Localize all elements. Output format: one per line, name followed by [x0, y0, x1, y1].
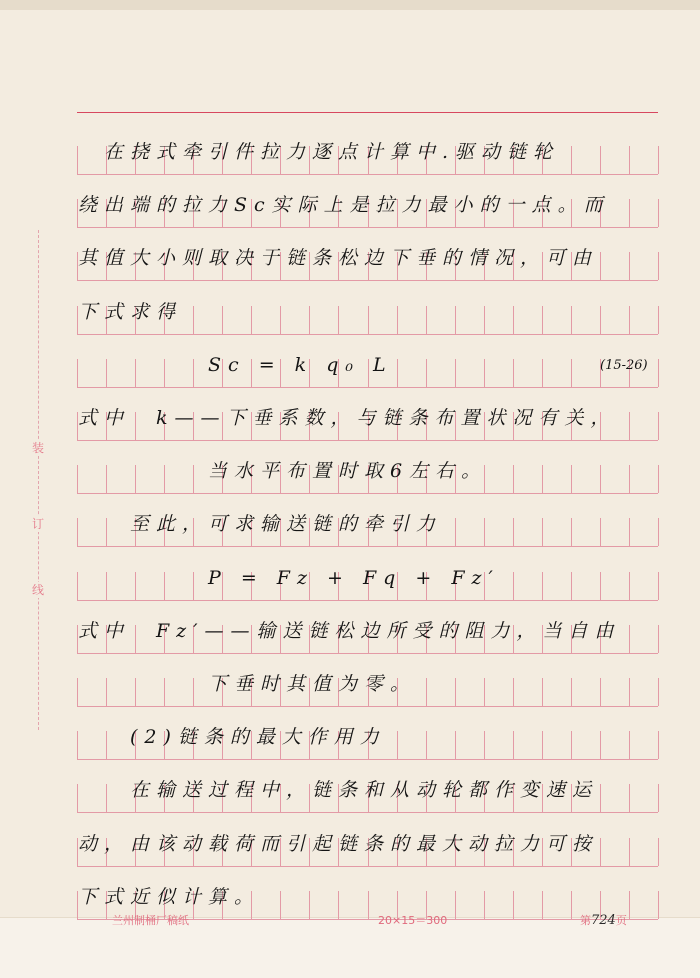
grid-tick [658, 838, 659, 866]
text-line: 其值大小则取决于链条松边下垂的情况，可由 [78, 247, 599, 270]
text-line: 绕出端的拉力Sc实际上是拉力最小的一点。而 [78, 194, 610, 217]
grid-rule [77, 174, 658, 175]
text-line: 式中 Fz′——输送链松边所受的阻力，当自由 [78, 619, 621, 642]
binding-line [38, 230, 39, 730]
grid-rule [77, 653, 658, 654]
text-line: 至此，可求输送链的牵引力 [78, 513, 443, 536]
grid-rule [77, 866, 658, 867]
grid-rule [77, 387, 658, 388]
grid-rule [77, 493, 658, 494]
text-line: 下垂时其值为零。 [78, 673, 417, 695]
grid-rule [77, 759, 658, 760]
grid-tick [658, 199, 659, 227]
page-number-label [580, 912, 627, 930]
text-line: 在输送过程中，链条和从动轮都作变速运 [78, 779, 599, 802]
page-prefix: 第 [580, 914, 591, 927]
equation-p: P = Fz + Fq + Fz′ [78, 566, 500, 589]
paper-publisher: 兰州制桶厂稿纸 [112, 914, 189, 927]
page-suffix: 页 [615, 914, 627, 927]
grid-tick [658, 252, 659, 280]
sheet-top-edge [0, 0, 700, 10]
text-line: 下式求得 [78, 300, 183, 323]
grid-tick [658, 146, 659, 174]
grid-rule [77, 812, 658, 813]
text-line: 式中 k——下垂系数，与链条布置状况有关， [78, 407, 617, 429]
grid-rule [77, 440, 658, 441]
grid-rule [77, 600, 658, 601]
grid-tick [658, 572, 659, 600]
binding-label-zhuang: 装 [31, 441, 44, 455]
grid-tick [658, 412, 659, 440]
grid-tick [658, 306, 659, 334]
equation-sc: Sc = k q₀ L [78, 353, 393, 376]
grid-tick [658, 891, 659, 919]
text-line: 下式近似计算。 [78, 885, 261, 908]
grid-tick [658, 784, 659, 812]
page-number: 724 [591, 913, 616, 928]
grid-rule [77, 227, 658, 228]
grid-rule [77, 334, 658, 335]
grid-tick [658, 359, 659, 387]
grid-tick [658, 518, 659, 546]
grid-top-rule [77, 112, 658, 113]
grid-tick [658, 731, 659, 759]
grid-spec: 20×15＝300 [378, 914, 448, 927]
section-heading: (2)链条的最大作用力 [78, 726, 386, 749]
grid-tick [658, 678, 659, 706]
grid-rule [77, 546, 658, 547]
text-line: 在挠式牵引件拉力逐点计算中.驱动链轮 [78, 141, 560, 163]
grid-rule [77, 706, 658, 707]
equation-number: (15-26) [600, 358, 648, 373]
binding-label-xian: 线 [31, 583, 44, 597]
grid-tick [658, 465, 659, 493]
text-line: 当水平布置时取6左右。 [78, 460, 488, 483]
text-line: 动，由该动载荷而引起链条的最大动拉力可按 [78, 832, 599, 855]
grid-tick [658, 625, 659, 653]
binding-label-ding: 订 [31, 517, 44, 531]
grid-rule [77, 280, 658, 281]
